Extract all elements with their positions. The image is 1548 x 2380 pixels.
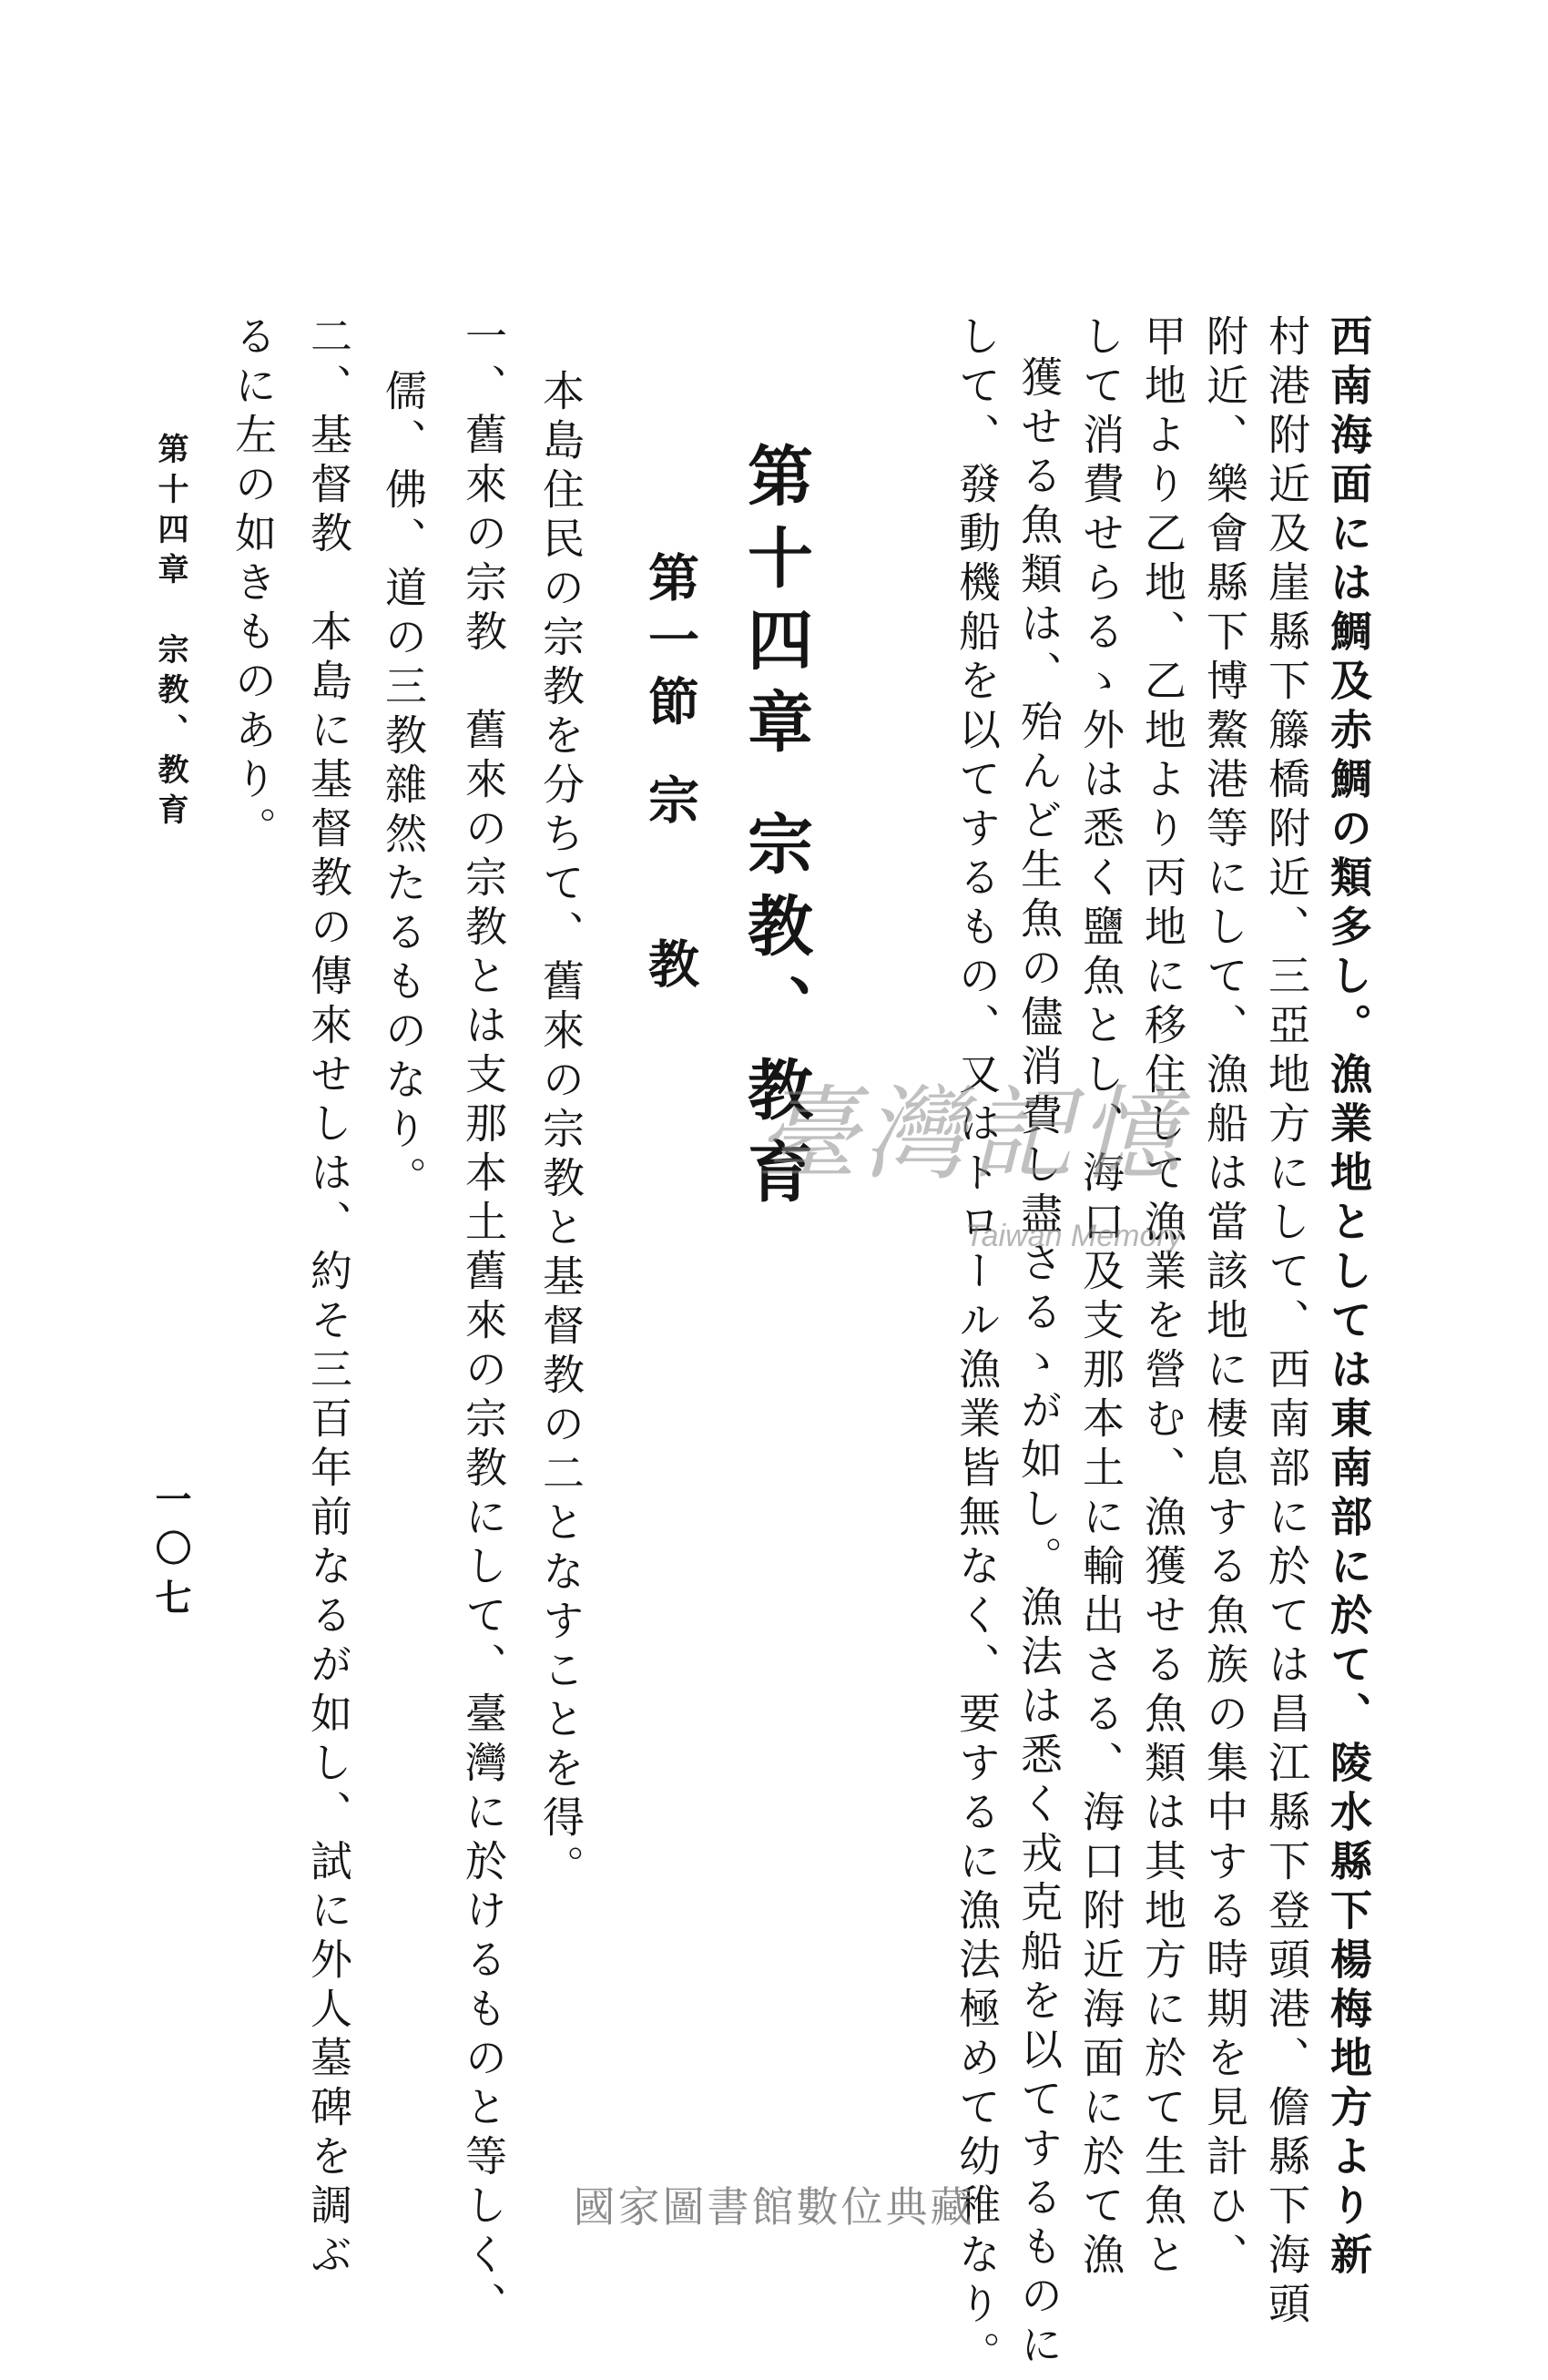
page-number: 一〇七 bbox=[149, 1480, 192, 1628]
text-column: 附近、樂會縣下博鰲港等にして、漁船は當該地に棲息する魚族の集中する時期を見計ひ、 bbox=[1200, 314, 1249, 2282]
text-column: 本島住民の宗教を分ちて、舊來の宗教と基督教の二となすことを得。 bbox=[536, 369, 586, 1894]
section-number: 第一節 bbox=[640, 551, 700, 737]
text-column: して消費せらるゝ外は悉く鹽魚とし、海口及支那本土に輸出さる、海口附近海面に於て漁 bbox=[1076, 314, 1125, 2282]
text-column: 一、舊來の宗教 舊來の宗教とは支那本土舊來の宗教にして、臺灣に於けるものと等しく、 bbox=[459, 314, 508, 2331]
text-column: 儒、佛、道の三教雜然たるものなり。 bbox=[379, 369, 428, 1205]
text-column: るに左の如きものあり。 bbox=[229, 314, 278, 855]
text-column: 西南海面には鯛及赤鯛の類多し。漁業地としては東南部に於て、陵水縣下楊梅地方より新 bbox=[1324, 314, 1373, 2282]
section-heading bbox=[640, 551, 700, 999]
watermark bbox=[756, 1076, 1266, 1266]
running-head: 第十四章 宗教、教育 bbox=[152, 433, 188, 833]
collection-footer: 國家圖書館數位典藏 bbox=[573, 2182, 975, 2232]
text-column: 二、基督教 本島に基督教の傳來せしは、約そ三百年前なるが如し、試に外人墓碑を調ぶ bbox=[304, 314, 353, 2282]
text-column: 甲地より乙地、乙地より丙地に移住して漁業を營む、漁獲せる魚類は其地方に於て生魚と bbox=[1138, 314, 1187, 2282]
text-column: 村港附近及崖縣下籐橋附近、三亞地方にして、西南部に於ては昌江縣下登頭港、儋縣下海頭 bbox=[1262, 314, 1311, 2331]
section-title-char: 教 bbox=[640, 937, 700, 999]
text-column: して、發動機船を以てするもの、又はトロール漁業皆無なく、要するに漁法極めて幼稚なり。 bbox=[952, 314, 1002, 2380]
section-title-char: 宗 bbox=[640, 773, 700, 835]
watermark-logo-text: 臺灣記憶 bbox=[756, 1076, 1186, 1194]
chapter-number: 第十四章 bbox=[737, 442, 814, 770]
watermark-caption: Taiwan Memory bbox=[965, 1219, 1183, 1253]
chapter-title: 宗教、教育 bbox=[737, 810, 814, 1220]
text-column: 獲せる魚類は、殆んど生魚の儘消費し盡さるゝが如し。漁法は悉く戎克船を以てするものに bbox=[1014, 355, 1064, 2372]
